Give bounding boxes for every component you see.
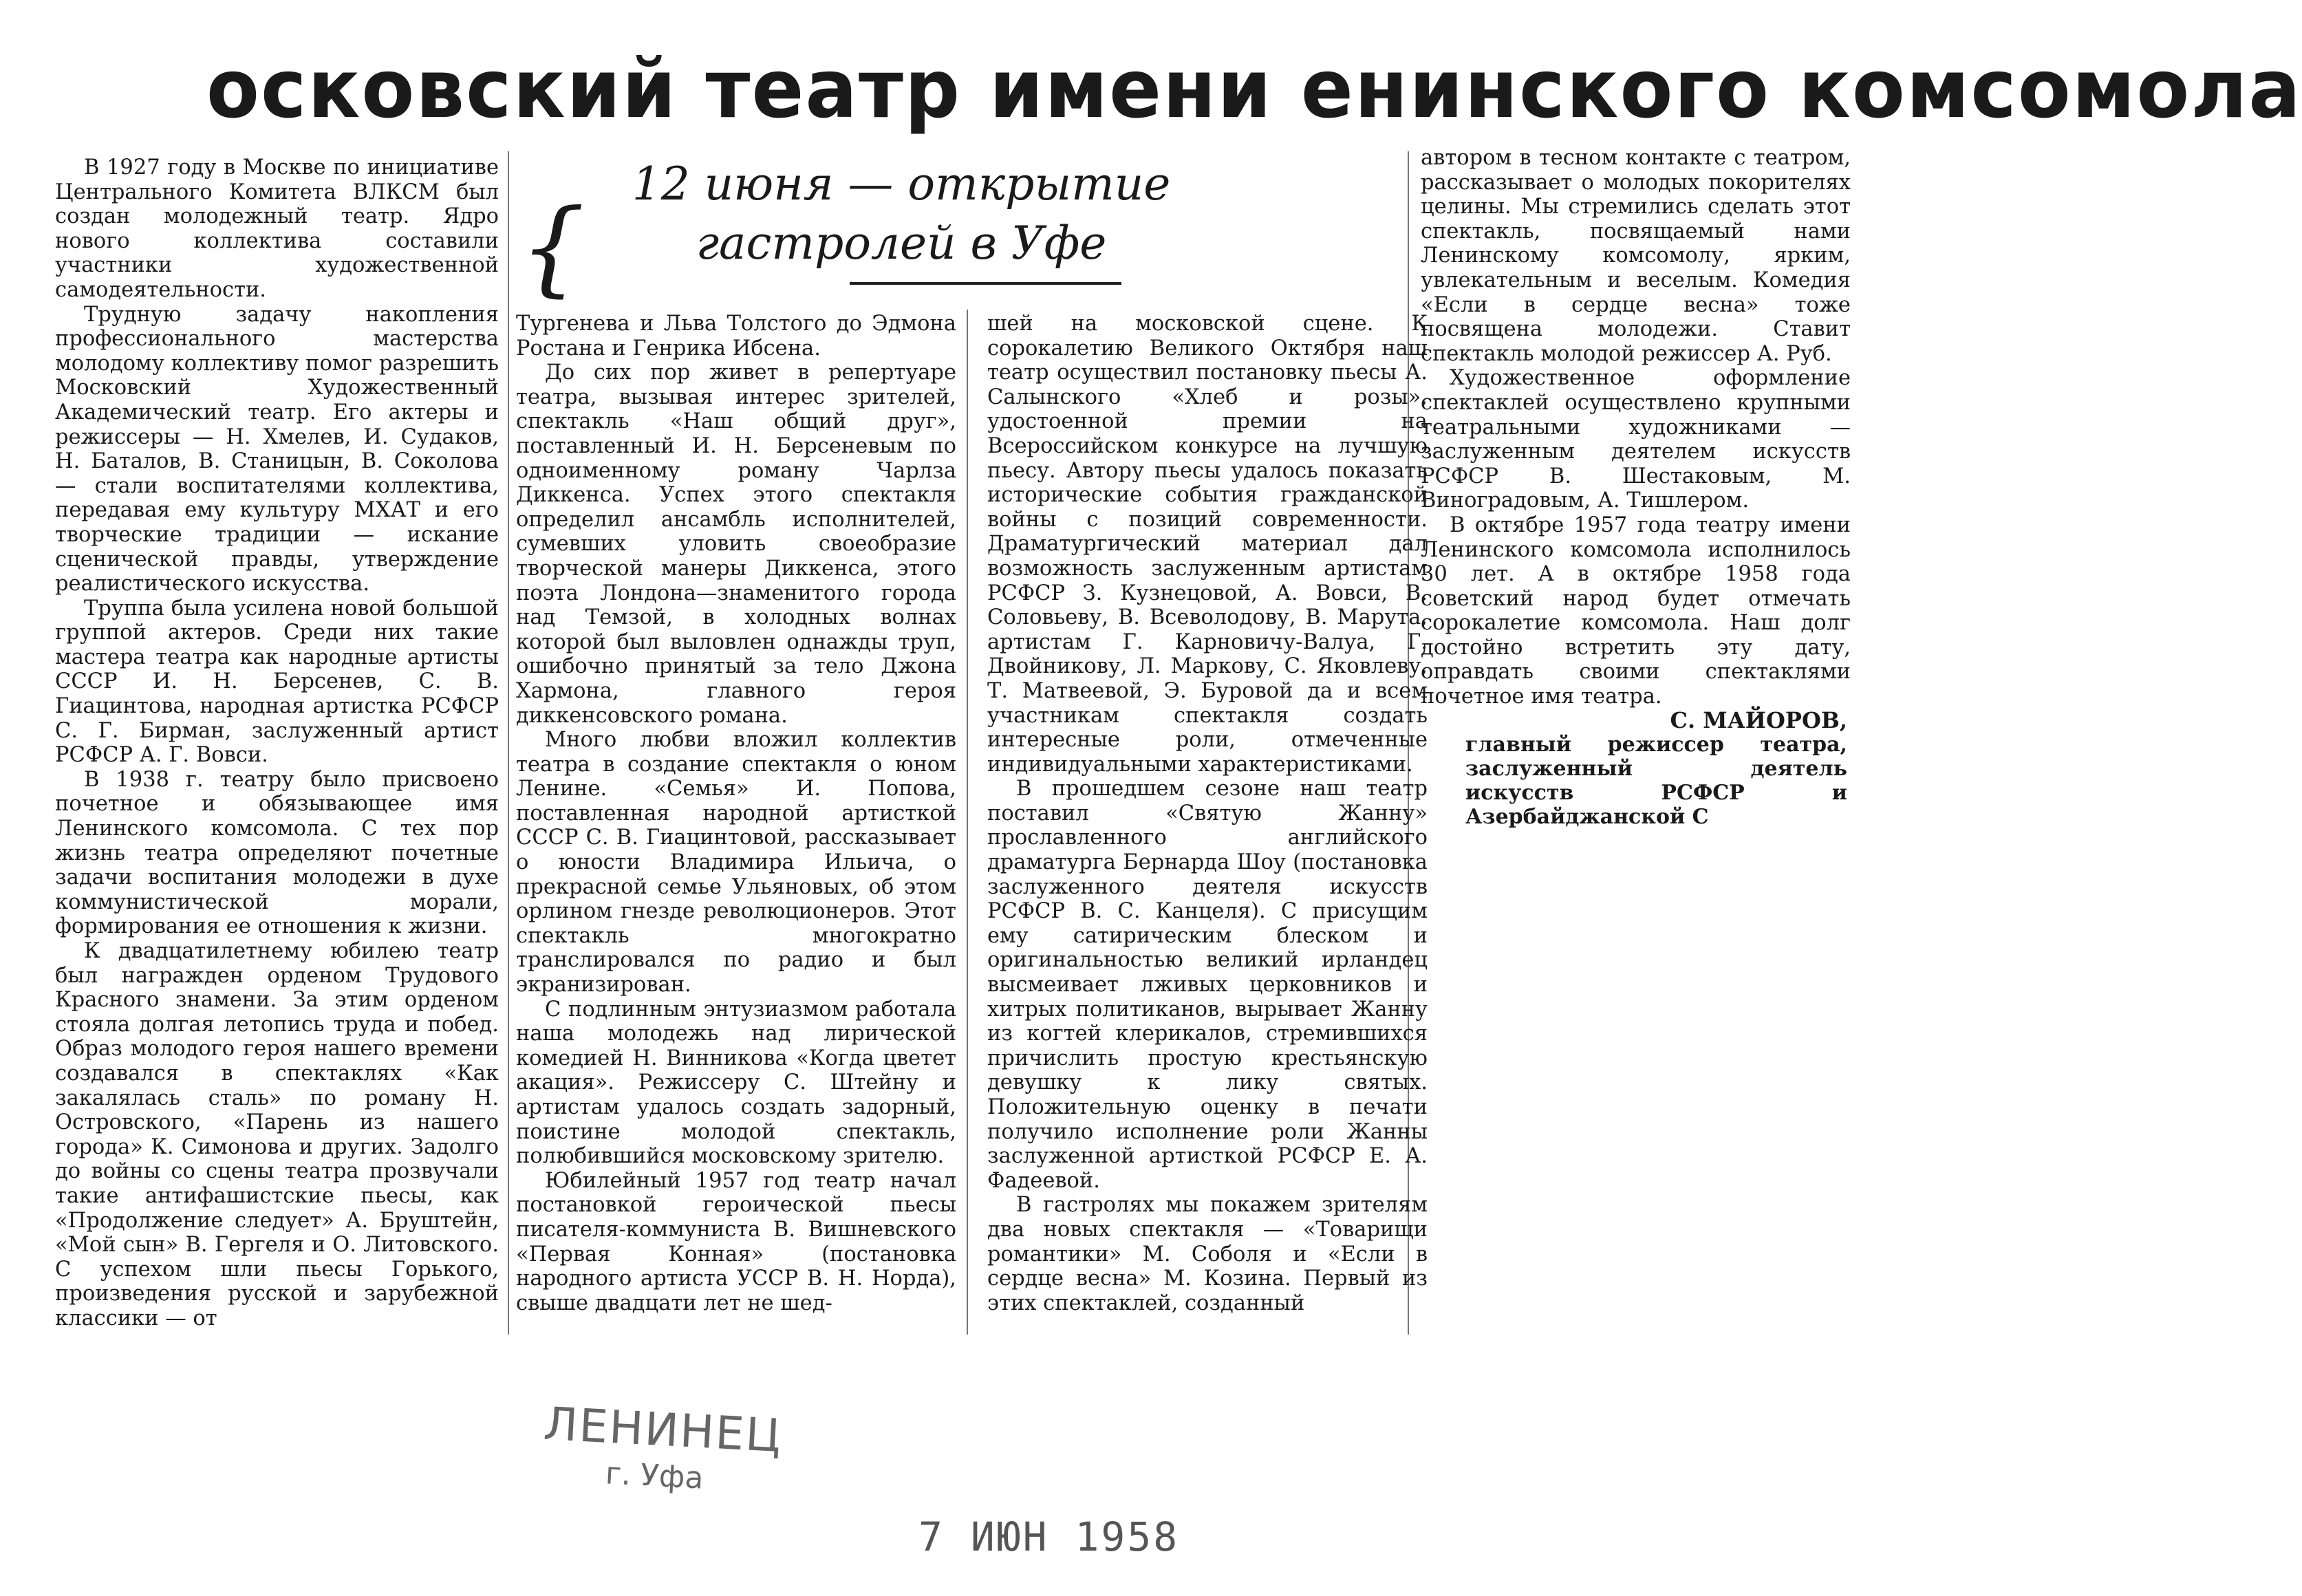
column-divider [508,151,509,1335]
subheadline-line-2: гастролей в Уфе [696,217,1107,270]
paragraph: В 1927 году в Москве по инициативе Центрального Комитета ВЛКСМ был создан молодежный театр. Ядро нового коллектива составили участники художественной самодеятельности. [55,155,499,302]
author-name: С. МАЙОРОВ, [1670,707,1847,733]
article-column-4 [1421,146,1851,709]
paragraph: К двадцатилетнему юбилею театр был награжден орденом Трудового Красного знамени. За этим орденом стояла долгая летопись труда и побед. Образ молодого героя нашего времени создавался в спектаклях «Как закалялась сталь» по роману Н. Островского, «Парень из нашего города» К. Симонова и других. Задолго до войны со сцены театра прозвучали такие антифашистские пьесы, как «Продолжение следует» А. Бруштейн, «Мой сын» В. Гергеля и О. Литовского. С успехом шли пьесы Горького, произведения русской и зарубежной классики — от [55,939,499,1330]
paragraph: Труппа была усилена новой большой группой актеров. Среди них такие мастера театра как народные артисты СССР И. Н. Берсенев, С. В. Гиацинтова, народная артистка РСФСР С. Г. Бирман, заслуженный артист РСФСР А. Г. Вовси. [55,596,499,768]
paragraph: автором в тесном контакте с театром, рассказывает о молодых покорителях целины. Мы стремились сделать этот спектакль, посвящаемый нами Ленинскому комсомолу, ярким, увлекательным и веселым. Комедия «Если в сердце весна» тоже посвящена молодежи. Ставит спектакль молодой режиссер А. Руб. [1421,146,1851,366]
column-divider [967,310,968,1335]
city-stamp: г. Уфа [604,1456,704,1496]
newspaper-name-stamp: ЛЕНИНЕЦ [542,1396,784,1463]
headline: осковский театр имени енинского комсомола [206,43,2302,137]
paragraph: Трудную задачу накопления профессионального мастерства молодому коллективу помог разрешить Московский Художественный Академический театр. Его актеры и режиссеры — Н. Хмелев, И. Судаков, Н. Баталов, В. Станицын, В. Соколова — стали воспитателями коллектива, передавая ему культуру МХАТ и его творческие традиции — искание сценической правды, утверждение реалистического искусства. [55,302,499,596]
article-column-3 [987,312,1428,1315]
paragraph: В гастролях мы покажем зрителям два новых спектакля — «Товарищи романтики» М. Соболя и «Если в сердце весна» М. Козина. Первый из этих спектаклей, созданный [987,1193,1428,1315]
paragraph: В октябре 1957 года театру имени Ленинского комсомола исполнилось 30 лет. А в октябре 1958 года советский народ будет отмечать сорокалетие комсомола. Наш долг достойно встретить эту дату, оправдать своими спектаклями почетное имя театра. [1421,513,1851,709]
paragraph: Юбилейный 1957 год театр начал постановкой героической пьесы писателя-коммуниста В. Вишневского «Первая Конная» (постановка народного артиста УССР В. Н. Норда), свыше двадцати лет не шед- [516,1168,956,1315]
subheadline-line-1: 12 июня — открытие [632,158,1171,211]
article-column-2 [516,312,956,1315]
subheadline-rule [850,282,1121,285]
subheadline [523,155,1280,273]
paragraph: Тургенева и Льва Толстого до Эдмона Ростана и Генрика Ибсена. [516,312,956,360]
date-stamp: 7 ИЮН 1958 [918,1513,1180,1560]
author-signature [1465,709,1847,829]
paragraph: Художественное оформление спектаклей осуществлено крупными театральными художниками — заслуженным деятелем искусств РСФСР В. Шестаковым, М. Виноградовым, А. Тишлером. [1421,366,1851,513]
brace-ornament: { [519,188,585,308]
paragraph: Много любви вложил коллектив театра в создание спектакля о юном Ленине. «Семья» И. Попова, поставленная народной артисткой СССР С. В. Гиацинтовой, рассказывает о юности Владимира Ильича, о прекрасной семье Ульяновых, об этом орлином гнезде революционеров. Этот спектакль многократно транслировался по радио и был экранизирован. [516,728,956,998]
paragraph: В прошедшем сезоне наш театр поставил «Святую Жанну» прославленного английского драматурга Бернарда Шоу (постановка заслуженного деятеля искусств РСФСР В. С. Канцеля). С присущим ему сатирическим блеском и оригинальностью великий ирландец высмеивает лживых церковников и хитрых политиканов, вырывает Жанну из когтей клерикалов, стремившихся причислить простую крестьянскую девушку к лику святых. Положительную оценку в печати получило исполнение роли Жанны заслуженной артисткой РСФСР Е. А. Фадеевой. [987,777,1428,1193]
paragraph: До сих пор живет в репертуаре театра, вызывая интерес зрителей, спектакль «Наш общий друг», поставленный И. Н. Берсеневым по одноименному роману Чарлза Диккенса. Успех этого спектакля определил ансамбль исполнителей, сумевших уловить своеобразие творческой манеры Диккенса, этого поэта Лондона—знаменитого города над Темзой, в холодных волнах которой был выловлен однажды труп, ошибочно принятый за тело Джона Хармона, главного героя диккенсовского романа. [516,360,956,728]
paragraph: С подлинным энтузиазмом работала наша молодежь над лирической комедией Н. Винникова «Когда цветет акация». Режиссеру С. Штейну и артистам удалось создать задорный, поистине молодой спектакль, полюбившийся московскому зрителю. [516,997,956,1169]
paragraph: В 1938 г. театру было присвоено почетное и обязывающее имя Ленинского комсомола. С тех пор жизнь театра определяют почетные задачи воспитания молодежи в духе коммунистической морали, формирования ее отношения к жизни. [55,767,499,939]
article-column-1 [55,155,499,1331]
author-title: главный режиссер театра, заслуженный деятель искусств РСФСР и Азербайджанской С [1465,733,1847,829]
paragraph: шей на московской сцене. К сорокалетию Великого Октября наш театр осуществил постановку пьесы А. Салынского «Хлеб и розы», удостоенной премии на Всероссийском конкурсе на лучшую пьесу. Автору пьесы удалось показать исторические события гражданской войны с позиций современности. Драматургический материал дал возможность заслуженным артистам РСФСР З. Кузнецовой, А. Вовси, В. Соловьеву, В. Всеволодову, В. Марута, артистам Г. Карновичу-Валуа, Г. Двойникову, Л. Маркову, С. Яковлеву, Т. Матвеевой, Э. Буровой да и всем участникам спектакля создать интересные роли, отмеченные индивидуальными характеристиками. [987,312,1428,777]
